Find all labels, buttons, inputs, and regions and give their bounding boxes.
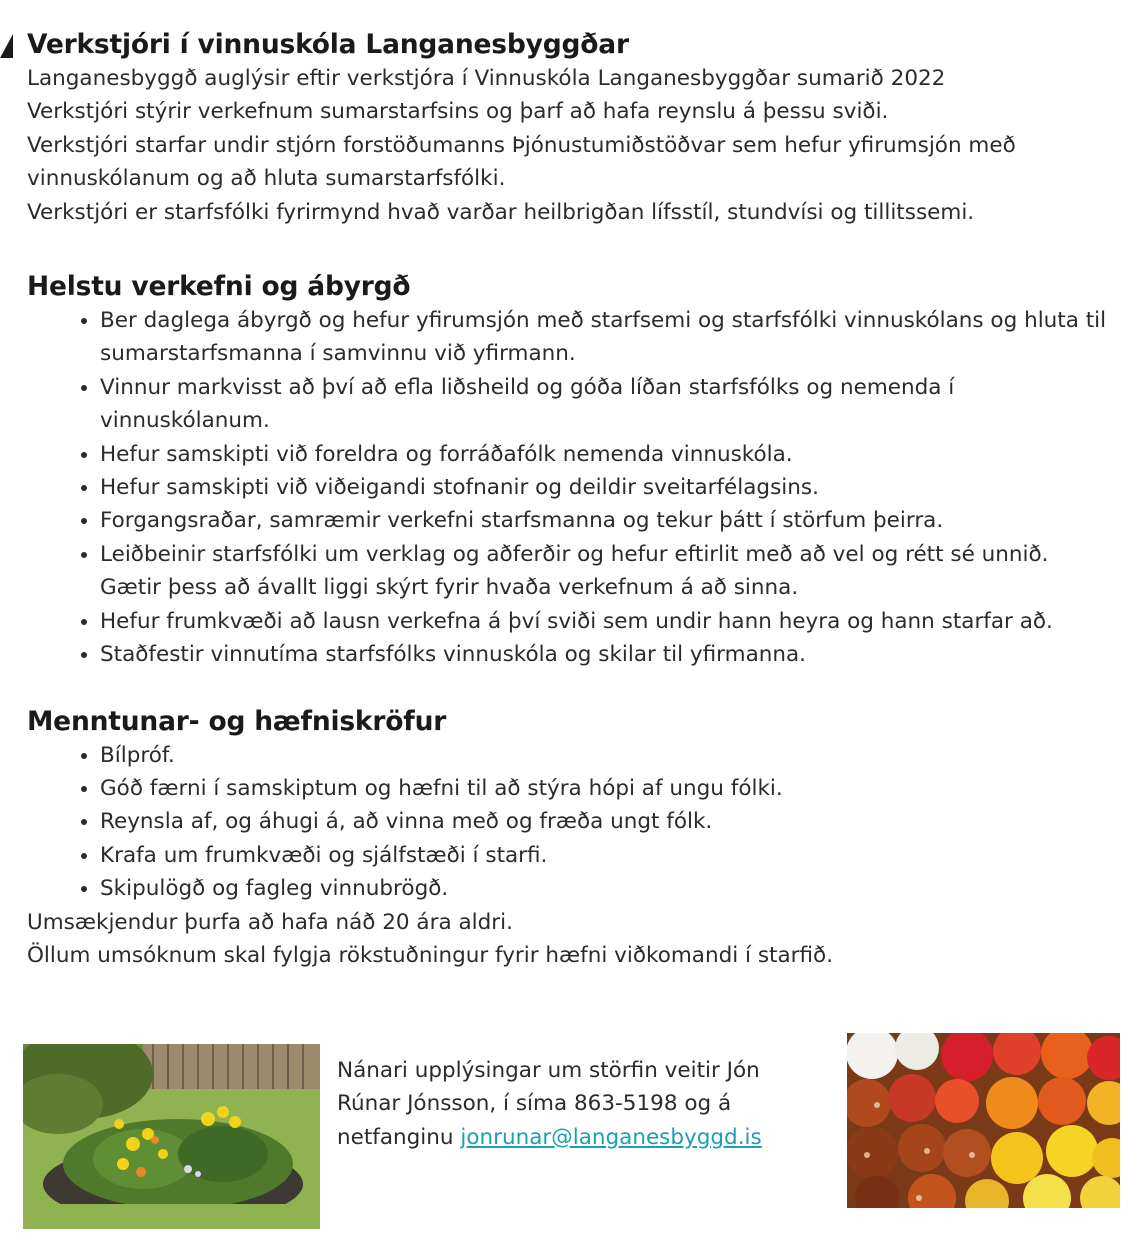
intro-paragraph: Verkstjóri starfar undir stjórn forstöðumanns Þjónustumiðstöðvar sem hefur yfirumsjón með vinnuskólanum og að hluta sumarstarfsfólki. — [27, 132, 1016, 192]
duties-list — [27, 304, 1107, 671]
garden-flowerbed-image — [23, 1044, 320, 1229]
list-item: • Bílpróf. — [100, 739, 1107, 772]
section-heading-duties: Helstu verkefni og ábyrgð — [27, 271, 411, 303]
colorful-flowers-image — [847, 1033, 1120, 1208]
list-item: • Ber daglega ábyrgð og hefur yfirumsjón með starfsemi og starfsfólki vinnuskólans og hluta til sumarstarfsmanna í samvinnu við yfirmann. — [100, 304, 1107, 371]
list-item: • Hefur frumkvæði að lausn verkefna á því sviði sem undir hann heyra og hann starfar að. — [100, 605, 1107, 638]
corner-triangle-icon — [0, 34, 13, 58]
list-item: • Skipulögð og fagleg vinnubrögð. — [100, 872, 1107, 905]
intro-paragraph: Verkstjóri er starfsfólki fyrirmynd hvað varðar heilbrigðan lífsstíl, stundvísi og tillitssemi. — [27, 199, 975, 225]
email-link[interactable]: jonrunar@langanesbyggd.is — [460, 1124, 762, 1150]
section-heading-requirements: Menntunar- og hæfniskröfur — [27, 705, 447, 737]
page-title: Verkstjóri í vinnuskóla Langanesbyggðar — [27, 29, 629, 60]
article-content — [27, 28, 1107, 972]
list-item: • Vinnur markvisst að því að efla liðsheild og góða líðan starfsfólks og nemenda í vinnuskólanum. — [100, 371, 1107, 438]
contact-text: Nánari upplýsingar um störfin veitir Jón Rúnar Jónsson, í síma 863-5198 og á netfanginu — [337, 1058, 760, 1150]
list-item: • Leiðbeinir starfsfólki um verklag og aðferðir og hefur eftirlit með að vel og rétt sé unnið. Gætir þess að ávallt liggi skýrt fyrir hvaða verkefnum á að sinna. — [100, 538, 1107, 605]
list-item: • Hefur samskipti við foreldra og forráðafólk nemenda vinnuskóla. — [100, 438, 1107, 471]
requirement-note: Umsækjendur þurfa að hafa náð 20 ára aldri. — [27, 909, 513, 935]
list-item: • Krafa um frumkvæði og sjálfstæði í starfi. — [100, 839, 1107, 872]
list-item: • Hefur samskipti við viðeigandi stofnanir og deildir sveitarfélagsins. — [100, 471, 1107, 504]
section-spacer — [27, 229, 1107, 270]
list-item: • Reynsla af, og áhugi á, að vinna með og fræða ungt fólk. — [100, 805, 1107, 838]
intro-paragraph: Langanesbyggð auglýsir eftir verkstjóra í Vinnuskóla Langanesbyggðar sumarið 2022 — [27, 66, 946, 91]
list-item: • Staðfestir vinnutíma starfsfólks vinnuskóla og skilar til yfirmanna. — [100, 638, 1107, 671]
list-item: • Forgangsraðar, samræmir verkefni starfsmanna og tekur þátt í störfum þeirra. — [100, 504, 1107, 537]
list-item: • Góð færni í samskiptum og hæfni til að stýra hópi af ungu fólki. — [100, 772, 1107, 805]
contact-paragraph — [337, 1054, 807, 1154]
requirement-note: Öllum umsóknum skal fylgja rökstuðningur fyrir hæfni viðkomandi í starfið. — [27, 942, 834, 968]
requirements-list — [27, 739, 1107, 906]
intro-paragraph: Verkstjóri stýrir verkefnum sumarstarfsins og þarf að hafa reynslu á þessu sviði. — [27, 99, 889, 125]
section-spacer — [27, 672, 1107, 705]
